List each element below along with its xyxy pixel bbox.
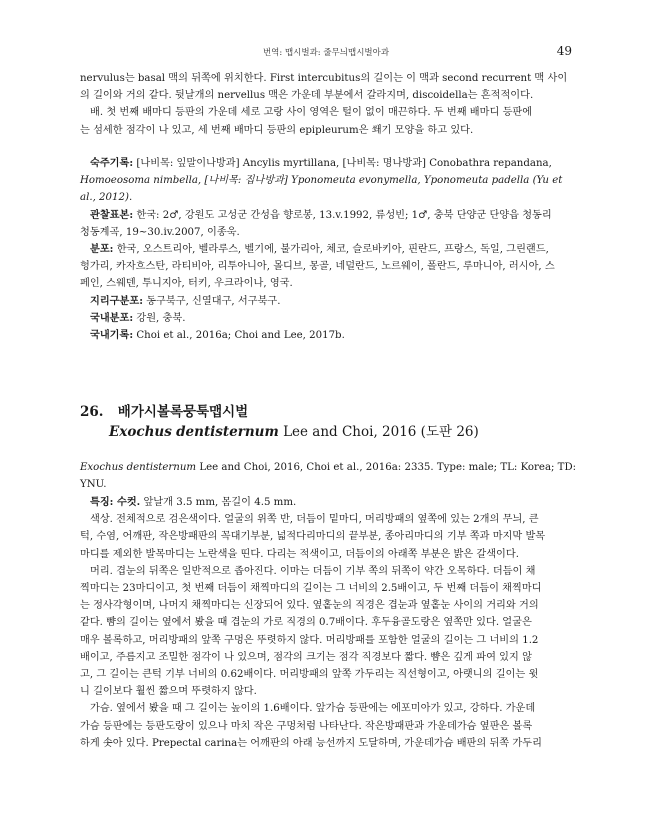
text-line: 는 정사각형이며, 나머지 채찍마디는 신장되어 있다. 옆홑눈의 직경은 겹눈과 옆홑눈 사이의 거리와 거의	[80, 600, 539, 612]
text-line: 가슴 등판에는 등판도랑이 있으나 마치 작은 구멍처럼 나타난다. 작은방패판과 가운데가슴 옆판은 볼록	[80, 720, 533, 732]
text-line: 머리. 겹눈의 뒤쪽은 일반적으로 좁아진다. 이마는 더듬이 기부 쪽의 뒤쪽이 약간 오목하다. 더듬이 채	[90, 565, 536, 577]
distribution-text-3: 페인, 스웨덴, 투니지아, 터키, 우크라이나, 영국.	[80, 278, 293, 290]
species-epithet: dentisternum	[176, 424, 279, 440]
records-block	[80, 155, 572, 344]
domestic-records	[80, 327, 572, 344]
text-line: 턱, 수염, 어깨판, 작은방패판의 꼭대기부분, 넓적다리마디의 끝부분, 종아리마디의 기부 쪽과 마지막 발목	[80, 531, 546, 543]
text-line: 니 길이보다 훨씬 짧으며 뚜렷하지 않다.	[80, 686, 257, 698]
text-line: 가슴. 옆에서 봤을 때 그 길이는 높이의 1.6배이다. 앞가슴 등판에는 에포미아가 있고, 강하다. 가운데	[90, 703, 536, 715]
diagnosis-text: 앞날개 3.5 mm, 몸길이 4.5 mm.	[143, 497, 297, 508]
text-line: 하게 솟아 있다. Prepectal carina는 어깨판의 아래 능선까지 도달하며, 가운데가슴 배판의 뒤쪽 가두리	[80, 737, 542, 749]
page-number: 49	[556, 44, 572, 58]
distribution-text: 한국, 오스트리아, 벨라루스, 벨기에, 불가리아, 체코, 슬로바키아, 핀란드, 프랑스, 독일, 그린랜드,	[116, 244, 549, 256]
text-line: 고, 그 길이는 큰턱 기부 너비의 0.62배이다. 머리방패의 앞쪽 가두리는 직선형이고, 아랫니의 길이는 윗	[80, 669, 539, 681]
species-title-line	[80, 402, 572, 422]
zoogeographic-distribution	[80, 293, 572, 310]
species-scientific-line	[80, 422, 572, 442]
diagnosis-label: 특징: 수컷.	[90, 496, 141, 508]
host-label: 숙주기록:	[90, 157, 134, 169]
running-header	[80, 44, 572, 60]
synonymy-line	[80, 459, 580, 493]
domestic-text: 강원, 충북.	[136, 312, 186, 324]
distribution-label: 분포:	[90, 243, 114, 256]
text-line: 찍마디는 23마디이고, 첫 번째 더듬이 채찍마디의 길이는 그 너비의 2.5배이고, 두 번째 더듬이 채찍마디	[80, 583, 542, 595]
synonymy-name: Exochus dentisternum	[80, 462, 197, 473]
text-line: 의 길이와 거의 같다. 뒷날개의 nervellus 맥은 가운데 부분에서 갈라지며, discoidella는 흔적적이다.	[80, 90, 534, 102]
diagnosis-line	[80, 494, 572, 511]
material-examined	[80, 207, 572, 224]
text-line: 는 섬세한 점각이 나 있고, 세 번째 배마디 등판의 epipleurum은 쐐기 모양을 하고 있다.	[80, 124, 474, 136]
synonymy-text: Lee and Choi, 2016, Choi et al., 2016a: 2335. Type: male; TL: Korea; TD: YNU.	[80, 462, 577, 490]
description-paragraph	[80, 70, 572, 139]
species-korean-name: 배가시볼록뭉툭맵시벌	[117, 404, 249, 420]
records-label: 국내기록:	[90, 329, 134, 342]
text-line: 배. 첫 번째 배마디 등판의 가운데 세로 고랑 사이 영역은 털이 없이 매끈하다. 두 번째 배마디 등판에	[90, 107, 533, 119]
genus-name: Exochus	[109, 424, 172, 440]
material-label: 관찰표본:	[90, 208, 134, 221]
species-number: 26.	[80, 404, 104, 420]
host-record	[80, 155, 572, 172]
text-line: 색상. 전체적으로 검은색이다. 얼굴의 위쪽 반, 더듬이 밑마디, 머리방패의 옆쪽에 있는 2개의 무늬, 큰	[90, 514, 539, 526]
text-line: 마디를 제외한 발목마디는 노란색을 띤다. 다리는 적색이고, 더듬이의 아래쪽 부분은 밝은 갈색이다.	[80, 548, 519, 560]
host-text-2: Homoeosoma nimbella, [나비목: 집나방과] Yponomeuta evonymella, Yponomeuta padella (Yu et al., 2012).	[80, 175, 563, 204]
species-authority: Lee and Choi, 2016 (도판 26)	[283, 424, 479, 440]
text-line: 배이고, 주름지고 조밀한 점각이 나 있으며, 점각의 크기는 점각 직경보다 짧다. 뺨은 깊게 파여 있지 않	[80, 651, 532, 663]
material-text: 한국: 2♂, 강원도 고성군 간성읍 향로봉, 13.v.1992, 류성빈; 1♂, 충북 단양군 단양읍 청동리	[136, 209, 552, 221]
running-title: 번역: 맵시벌과: 줄무늬맵시벌아과	[262, 48, 390, 58]
text-line: nervulus는 basal 맥의 뒤쪽에 위치한다. First intercubitus의 길이는 이 맥과 second recurrent 맥 사이	[80, 73, 568, 84]
species-heading	[80, 402, 572, 442]
material-text-2: 청동계곡, 19~30.iv.2007, 이종욱.	[80, 226, 240, 238]
domestic-distribution	[80, 310, 572, 327]
host-text: [나비목: 잎말이나방과] Ancylis myrtillana, [나비목: 명나방과] Conobathra repandana,	[136, 158, 552, 169]
species-description	[80, 494, 572, 752]
text-line: 매우 볼록하고, 머리방패의 앞쪽 구멍은 뚜렷하지 않다. 머리방패를 포함한 얼굴의 길이는 그 너비의 1.2	[80, 634, 539, 646]
records-text: Choi et al., 2016a; Choi and Lee, 2017b.	[136, 330, 345, 342]
domestic-label: 국내분포:	[90, 311, 134, 324]
zoogeo-label: 지리구분포:	[90, 294, 143, 307]
distribution-text-2: 헝가리, 카자흐스탄, 라티비아, 리투아니아, 몰디브, 몽골, 네덜란드, 노르웨이, 폴란드, 루마니아, 러시아, 스	[80, 261, 555, 273]
text-line: 같다. 뺨의 길이는 옆에서 봤을 때 겹눈의 가로 직경의 0.7배이다. 후두융골도랑은 옆쪽만 있다. 얼굴은	[80, 617, 532, 629]
distribution	[80, 241, 572, 258]
zoogeo-text: 동구북구, 신열대구, 서구북구.	[146, 295, 281, 307]
